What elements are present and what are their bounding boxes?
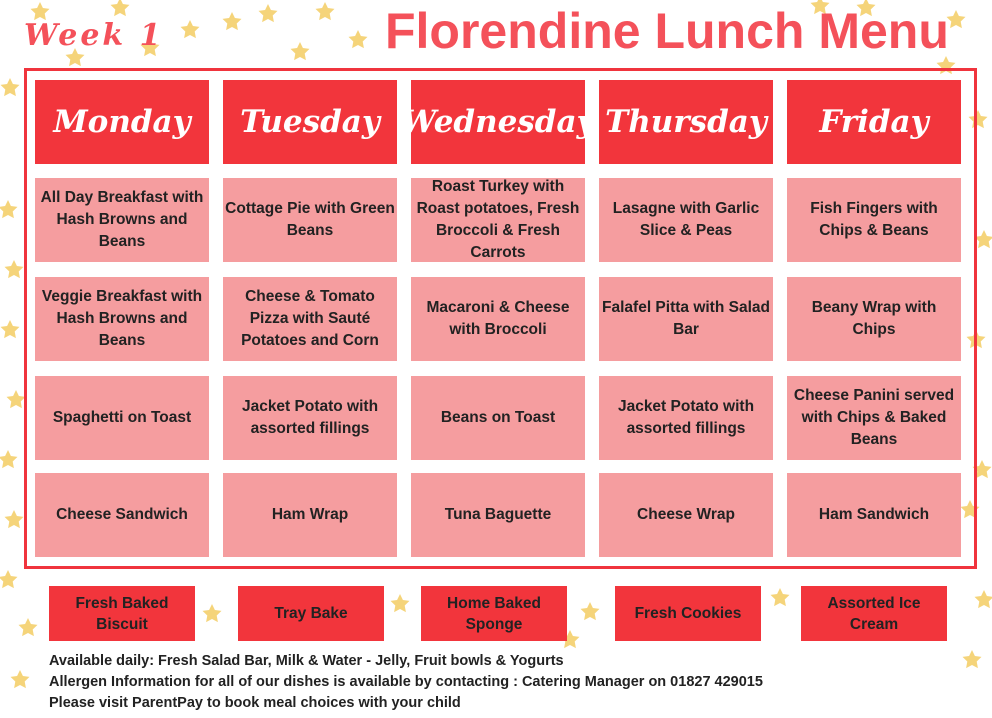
dessert-item: Home Baked Sponge xyxy=(421,586,567,641)
dessert-item: Fresh Cookies xyxy=(615,586,761,641)
menu-cell: Veggie Breakfast with Hash Browns and Beans xyxy=(35,277,209,361)
menu-cell: Macaroni & Cheese with Broccoli xyxy=(411,277,585,361)
footer-booking-note: Please visit ParentPay to book meal choices with your child xyxy=(49,695,461,711)
footer-daily-note: Available daily: Fresh Salad Bar, Milk & Water - Jelly, Fruit bowls & Yogurts xyxy=(49,653,564,669)
dessert-item: Fresh Baked Biscuit xyxy=(49,586,195,641)
week-label: Week 1 xyxy=(24,18,164,53)
menu-cell: Spaghetti on Toast xyxy=(35,376,209,460)
footer-allergen-note: Allergen Information for all of our dishes is available by contacting : Catering Manager on 01827 429015 xyxy=(49,674,763,690)
menu-cell: Cheese & Tomato Pizza with Sauté Potatoes and Corn xyxy=(223,277,397,361)
page-title: Florendine Lunch Menu xyxy=(385,3,949,59)
menu-cell: Falafel Pitta with Salad Bar xyxy=(599,277,773,361)
menu-cell: Jacket Potato with assorted fillings xyxy=(599,376,773,460)
menu-cell: Lasagne with Garlic Slice & Peas xyxy=(599,178,773,262)
menu-cell: Roast Turkey with Roast potatoes, Fresh Broccoli & Fresh Carrots xyxy=(411,178,585,262)
menu-cell: Ham Wrap xyxy=(223,473,397,557)
dessert-item: Assorted Ice Cream xyxy=(801,586,947,641)
menu-cell: Ham Sandwich xyxy=(787,473,961,557)
day-header-thursday: Thursday xyxy=(599,80,773,164)
day-header-wednesday: Wednesday xyxy=(411,80,585,164)
dessert-item: Tray Bake xyxy=(238,586,384,641)
menu-cell: Cheese Panini served with Chips & Baked Beans xyxy=(787,376,961,460)
day-header-monday: Monday xyxy=(35,80,209,164)
menu-cell: Tuna Baguette xyxy=(411,473,585,557)
menu-cell: All Day Breakfast with Hash Browns and Beans xyxy=(35,178,209,262)
day-header-tuesday: Tuesday xyxy=(223,80,397,164)
menu-cell: Cheese Sandwich xyxy=(35,473,209,557)
menu-cell: Fish Fingers with Chips & Beans xyxy=(787,178,961,262)
menu-cell: Cottage Pie with Green Beans xyxy=(223,178,397,262)
menu-cell: Beany Wrap with Chips xyxy=(787,277,961,361)
day-header-friday: Friday xyxy=(787,80,961,164)
menu-cell: Cheese Wrap xyxy=(599,473,773,557)
menu-cell: Jacket Potato with assorted fillings xyxy=(223,376,397,460)
menu-cell: Beans on Toast xyxy=(411,376,585,460)
